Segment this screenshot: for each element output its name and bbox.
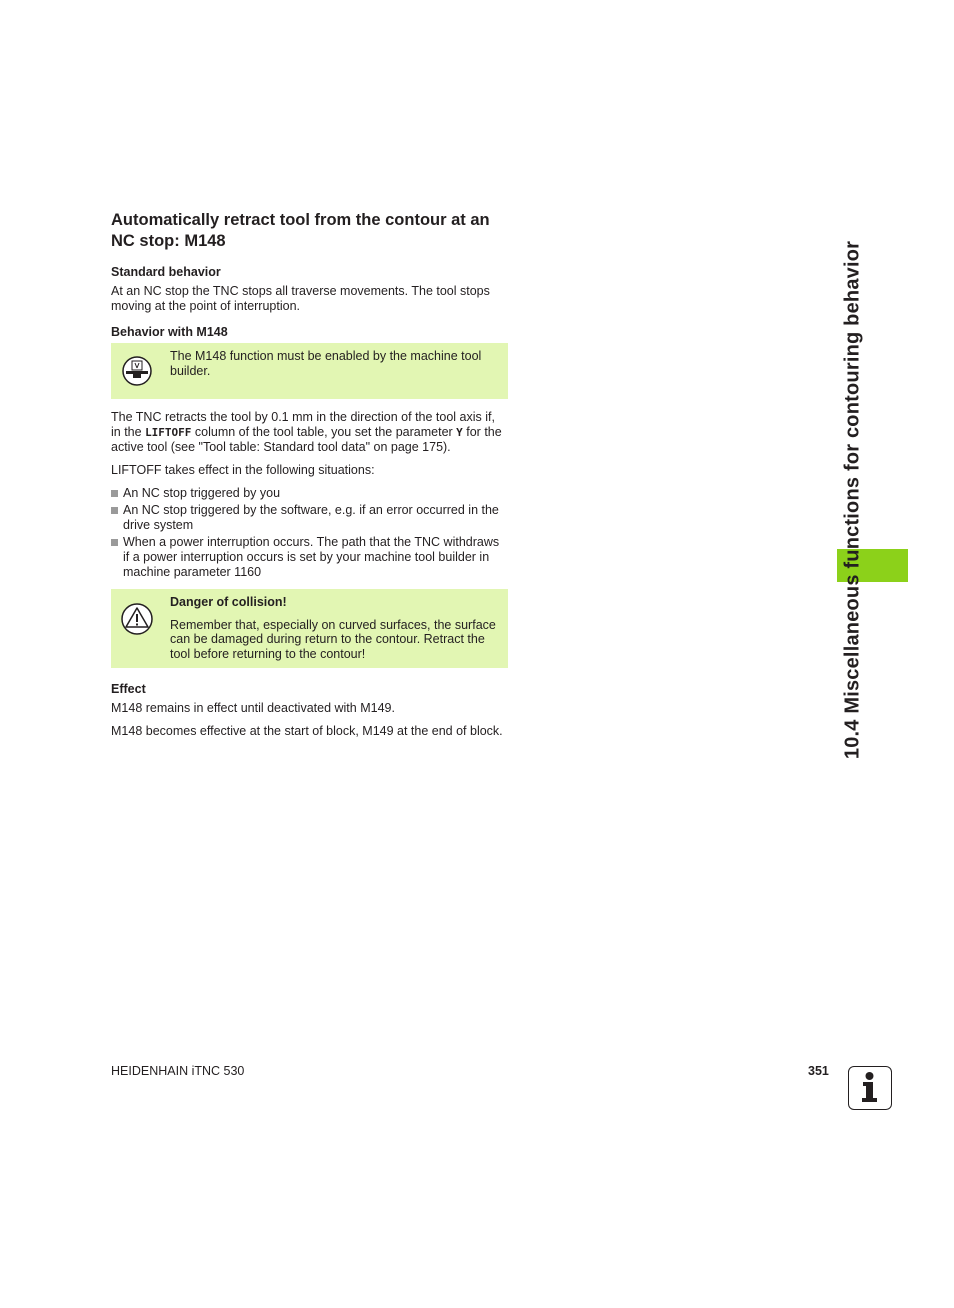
square-bullet-icon [111,539,118,546]
machine-icon [111,343,170,399]
list-item: An NC stop triggered by the software, e.g. if an error occurred in the drive system [111,503,508,532]
m148-behavior-heading: Behavior with M148 [111,325,228,340]
situations-list [111,486,508,580]
liftoff-code: LIFTOFF [145,425,192,439]
info-icon [848,1066,892,1110]
square-bullet-icon [111,507,118,514]
retract-text-2: column of the tool table, you set the parameter [191,424,457,439]
machine-note-text: The M148 function must be enabled by the machine tool builder. [170,349,482,378]
machine-note-box [111,343,508,399]
warning-box [111,589,508,668]
warning-icon [111,589,170,668]
footer-manual-name: HEIDENHAIN iTNC 530 [111,1064,245,1078]
effect-heading: Effect [111,682,146,697]
standard-behavior-text: At an NC stop the TNC stops all traverse movements. The tool stops moving at the point of interruption. [111,284,490,313]
list-item: When a power interruption occurs. The path that the TNC withdraws if a power interruption occurs is set by your machine tool builder in machine parameter 1160 [111,535,508,579]
effect-text-1: M148 remains in effect until deactivated with M149. [111,701,395,716]
standard-behavior-heading: Standard behavior [111,265,221,279]
effect-text-2: M148 becomes effective at the start of block, M149 at the end of block. [111,723,503,738]
page-number: 351 [808,1064,829,1078]
y-code: Y [456,425,463,439]
warning-text: Remember that, especially on curved surfaces, the surface can be damaged during return to the contour. Retract the tool before returning to the contour! [170,617,496,661]
retract-text-1: The TNC retracts the tool by 0.1 mm in the direction of the tool axis if, in the [111,410,495,439]
list-item: An NC stop triggered by you [111,486,508,501]
main-content [111,210,508,746]
retract-paragraph [111,410,508,455]
square-bullet-icon [111,490,118,497]
situations-intro: LIFTOFF takes effect in the following situations: [111,462,375,477]
warning-title: Danger of collision! [170,595,287,610]
retract-text-3: for the active tool (see "Tool table: Standard tool data" on page 175). [111,424,502,455]
section-heading: Automatically retract tool from the contour at an NC stop: M148 [111,211,490,250]
